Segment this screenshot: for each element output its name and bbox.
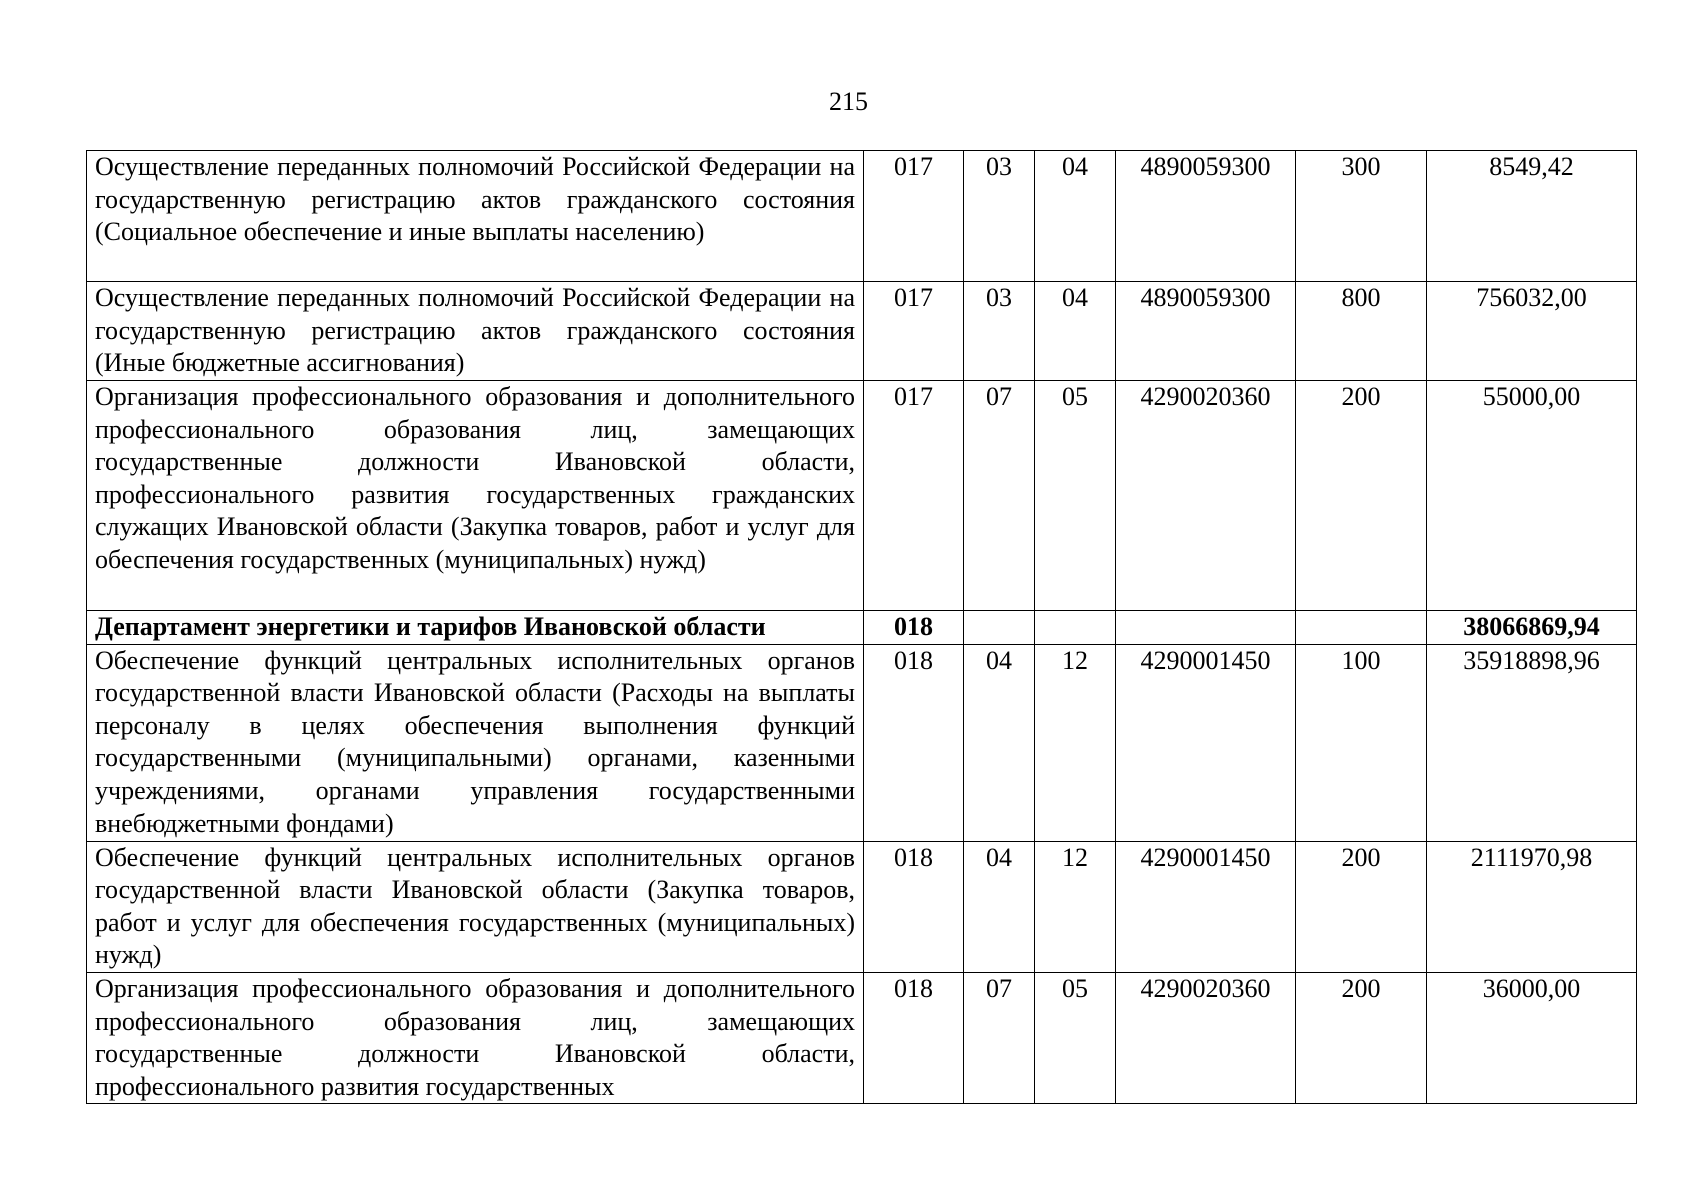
amount: 2111970,98 bbox=[1427, 841, 1637, 972]
table-row bbox=[87, 841, 1637, 972]
target-article-code bbox=[1116, 611, 1296, 645]
section-code: 04 bbox=[964, 644, 1035, 841]
subsection-code: 05 bbox=[1035, 381, 1116, 611]
expense-type-code bbox=[1296, 611, 1427, 645]
row-description: Осуществление переданных полномочий Российской Федерации на государственную регистрацию актов гражданского состояния (Социальное обеспечение и иные выплаты населению) bbox=[87, 151, 864, 282]
page-number: 215 bbox=[829, 87, 868, 116]
target-article-code: 4290001450 bbox=[1116, 841, 1296, 972]
subsection-code: 05 bbox=[1035, 972, 1116, 1103]
budget-table bbox=[86, 150, 1637, 1104]
target-article-code: 4290001450 bbox=[1116, 644, 1296, 841]
amount: 756032,00 bbox=[1427, 282, 1637, 381]
section-code: 04 bbox=[964, 841, 1035, 972]
subsection-code bbox=[1035, 611, 1116, 645]
amount: 35918898,96 bbox=[1427, 644, 1637, 841]
ministry-code: 018 bbox=[864, 972, 964, 1103]
table-row bbox=[87, 282, 1637, 381]
table-row-department-total bbox=[87, 611, 1637, 645]
table-row bbox=[87, 972, 1637, 1103]
ministry-code: 018 bbox=[864, 644, 964, 841]
department-name: Департамент энергетики и тарифов Ивановской области bbox=[87, 611, 864, 645]
table-row bbox=[87, 381, 1637, 611]
expense-type-code: 800 bbox=[1296, 282, 1427, 381]
row-description: Осуществление переданных полномочий Российской Федерации на государственную регистрацию актов гражданского состояния (Иные бюджетные ассигнования) bbox=[87, 282, 864, 381]
section-code: 07 bbox=[964, 972, 1035, 1103]
row-description: Организация профессионального образования и дополнительного профессионального образования лиц, замещающих государственные должности Ивановской области, профессионального развития государственных bbox=[87, 972, 864, 1103]
table-row bbox=[87, 644, 1637, 841]
subsection-code: 12 bbox=[1035, 644, 1116, 841]
section-code: 03 bbox=[964, 151, 1035, 282]
target-article-code: 4290020360 bbox=[1116, 972, 1296, 1103]
row-description: Обеспечение функций центральных исполнительных органов государственной власти Ивановской области (Расходы на выплаты персоналу в целях обеспечения выполнения функций государственными (муниципальными) органами, казенными учреждениями, органами управления государственными внебюджетными фондами) bbox=[87, 644, 864, 841]
expense-type-code: 100 bbox=[1296, 644, 1427, 841]
section-code: 03 bbox=[964, 282, 1035, 381]
target-article-code: 4290020360 bbox=[1116, 381, 1296, 611]
expense-type-code: 200 bbox=[1296, 841, 1427, 972]
department-total-amount: 38066869,94 bbox=[1427, 611, 1637, 645]
amount: 36000,00 bbox=[1427, 972, 1637, 1103]
subsection-code: 04 bbox=[1035, 151, 1116, 282]
expense-type-code: 300 bbox=[1296, 151, 1427, 282]
subsection-code: 04 bbox=[1035, 282, 1116, 381]
budget-table-body bbox=[87, 151, 1637, 1104]
section-code: 07 bbox=[964, 381, 1035, 611]
row-description: Обеспечение функций центральных исполнительных органов государственной власти Ивановской области (Закупка товаров, работ и услуг для обеспечения государственных (муниципальных) нужд) bbox=[87, 841, 864, 972]
amount: 8549,42 bbox=[1427, 151, 1637, 282]
subsection-code: 12 bbox=[1035, 841, 1116, 972]
row-description: Организация профессионального образования и дополнительного профессионального образования лиц, замещающих государственные должности Ивановской области, профессионального развития государственных гражданских служащих Ивановской области (Закупка товаров, работ и услуг для обеспечения государственных (муниципальных) нужд) bbox=[87, 381, 864, 611]
ministry-code: 017 bbox=[864, 282, 964, 381]
amount: 55000,00 bbox=[1427, 381, 1637, 611]
expense-type-code: 200 bbox=[1296, 381, 1427, 611]
table-row bbox=[87, 151, 1637, 282]
ministry-code: 018 bbox=[864, 841, 964, 972]
expense-type-code: 200 bbox=[1296, 972, 1427, 1103]
section-code bbox=[964, 611, 1035, 645]
ministry-code: 018 bbox=[864, 611, 964, 645]
ministry-code: 017 bbox=[864, 151, 964, 282]
target-article-code: 4890059300 bbox=[1116, 282, 1296, 381]
target-article-code: 4890059300 bbox=[1116, 151, 1296, 282]
ministry-code: 017 bbox=[864, 381, 964, 611]
